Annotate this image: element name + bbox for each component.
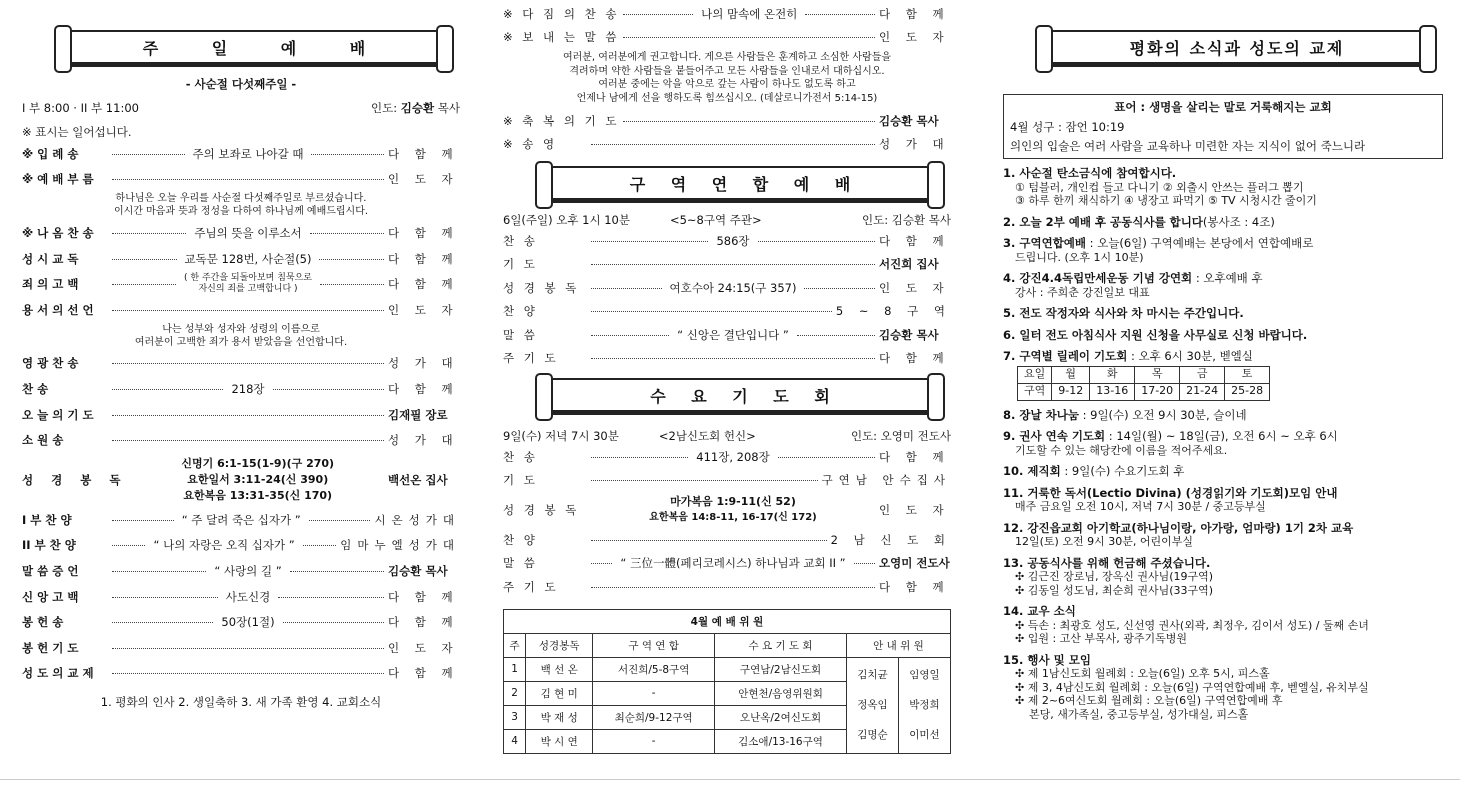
order-label: 말 씀 (503, 556, 538, 571)
committee-cell: 서진희/5-8구역 (593, 657, 715, 681)
dot-leader (112, 570, 206, 572)
order-role: 성 가 대 (388, 356, 459, 371)
order-label: 소 원 송 (22, 433, 64, 448)
order-role: 인 도 자 (388, 172, 459, 187)
order-label: ※ 보 내 는 말 씀 (503, 30, 620, 45)
order-row (22, 246, 460, 272)
dot-leader (623, 13, 693, 15)
committee-cell: 2 (504, 681, 526, 705)
order-role: 다 함 께 (388, 225, 459, 240)
dot-leader (303, 544, 336, 546)
dot-leader (112, 153, 185, 155)
dot-leader (623, 36, 875, 38)
committee-header: 성경봉독 (526, 633, 593, 657)
committee-cell: - (593, 681, 715, 705)
weekday-cell: 월 (1052, 366, 1090, 383)
order-label: 말 씀 (503, 327, 538, 342)
order-row (22, 402, 460, 428)
order-label: ※ 예 배 부 름 (22, 172, 94, 187)
sunday-worship-column (22, 30, 460, 710)
dot-leader (778, 456, 875, 458)
district-cell: 17-20 (1135, 383, 1180, 400)
dot-leader (591, 562, 612, 564)
april-committee-table (503, 609, 951, 754)
district-wednesday-column (503, 2, 951, 754)
district-cell: 13-16 (1090, 383, 1135, 400)
committee-cell: - (593, 729, 715, 753)
dot-leader (591, 456, 688, 458)
order-label: 성 시 교 독 (22, 251, 79, 266)
usher-name: 이미선 (909, 729, 940, 741)
order-role: 김승환 목사 (388, 563, 448, 578)
dot-leader (591, 310, 832, 312)
news-title: 평화의 소식과 성도의 교제 (1129, 38, 1345, 58)
order-row (503, 253, 951, 277)
dot-leader (112, 309, 384, 311)
committee-header: 구 역 연 합 (593, 633, 715, 657)
dot-leader (112, 362, 384, 364)
order-label: 찬 송 (503, 449, 538, 464)
dot-leader (591, 143, 875, 145)
order-item: 나의 맘속에 온전히 (701, 6, 798, 21)
district-worship-title: 구 역 연 합 예 배 (629, 174, 861, 194)
wed-scripture-reader: 인 도 자 (879, 503, 950, 517)
order-row (503, 229, 951, 253)
news-item-10: 10. 제직회 : 9일(수) 수요기도회 후 (1003, 464, 1185, 478)
dot-leader (758, 240, 875, 242)
closing-order (503, 2, 951, 49)
bottom-rule (0, 779, 1460, 780)
order-row (22, 167, 460, 193)
dot-leader (591, 240, 708, 242)
order-item: ( 한 주간을 되돌아보며 침묵으로 자신의 죄를 고백합니다 ) (184, 273, 312, 295)
scripture-passages (127, 456, 388, 504)
order-role: 김재필 장로 (388, 407, 448, 422)
closing-order-2 (503, 109, 951, 156)
order-row (503, 445, 951, 469)
wednesday-order (503, 445, 951, 492)
order-row (22, 661, 460, 687)
order-row (503, 300, 951, 324)
order-label: 오 늘 의 기 도 (22, 407, 94, 422)
dot-leader (112, 414, 384, 416)
dot-leader (591, 479, 818, 481)
committee-cell: 김소애/13-16구역 (715, 729, 847, 753)
order-row (22, 271, 460, 297)
order-row (503, 575, 951, 599)
order-row (22, 635, 460, 661)
wednesday-prayer-banner (543, 378, 937, 412)
scripture-label: 성 경 봉 독 (22, 472, 128, 487)
order-item: “ 신앙은 결단입니다 ” (677, 327, 789, 342)
order-role: 다 함 께 (388, 615, 459, 630)
committee-cell: 김 현 미 (526, 681, 593, 705)
dot-leader (797, 334, 875, 336)
order-role: 김승환 목사 (879, 113, 939, 128)
dot-leader (309, 519, 371, 521)
order-row (503, 109, 951, 133)
dot-leader (112, 283, 176, 285)
order-label: 영 광 찬 송 (22, 356, 79, 371)
relay-prayer-table (1017, 366, 1270, 401)
order-role: 다 함 께 (879, 579, 950, 594)
order-label: 말 씀 증 언 (22, 563, 79, 578)
order-row (503, 2, 951, 26)
usher-cell (898, 657, 950, 753)
order-item: 주님의 뜻을 이루소서 (194, 225, 302, 240)
dot-leader (112, 544, 145, 546)
order-item: “ 三位一體(페리코레시스) 하나님과 교회 II ” (620, 556, 846, 571)
order-item: 218장 (231, 381, 265, 396)
order-label: ※ 나 옴 찬 송 (22, 225, 94, 240)
dot-leader (112, 388, 223, 390)
committee-cell: 박 재 성 (526, 705, 593, 729)
dot-leader (112, 621, 213, 623)
news-item-1: 1. 사순절 탄소금식에 참여합시다. ① 텀블러, 개인컵 들고 다니기 ② 외출시 안쓰는 플러그 뽑기 ③ 하루 한끼 채식하기 ④ 냉장고 파먹기 ⑤ TV 시청시간 줄이기 (1003, 166, 1317, 207)
wed-scripture-label: 성 경 봉 독 (503, 503, 580, 517)
wednesday-info-line (503, 426, 951, 445)
order-list-3 (22, 351, 460, 453)
dot-leader (112, 232, 186, 234)
dot-leader (112, 647, 384, 649)
order-row (22, 427, 460, 453)
scripture-reader: 백선온 집사 (388, 472, 448, 487)
dot-leader (112, 439, 384, 441)
committee-cell: 3 (504, 705, 526, 729)
weekday-cell: 요일 (1018, 366, 1052, 383)
wednesday-time: 9일(수) 저녁 7시 30분 (503, 428, 619, 443)
order-role: 5 ~ 8 구 역 (835, 304, 951, 319)
committee-header: 주 (504, 633, 526, 657)
news-item-15: 15. 행사 및 모임 ✣ 제 1남신도회 월례회 : 오늘(6일) 오후 5시, 피스홀 ✣ 제 3, 4남신도회 월례회 : 오늘(6일) 구역연합예배 후, 벧엘실, 유치부실 ✣ 제 2~6여신도회 월례회 : 오늘(6일) 구역연합예배 후 본당, 새가족실, 중고등부실, 성가대실, 피스홀 (1003, 652, 1369, 721)
worship-time-line (22, 98, 460, 117)
stand-note: ※ 표시는 일어섭니다. (22, 124, 132, 139)
news-item-3: 3. 구역연합예배 : 오늘(6일) 구역예배는 본당에서 연합예배로 드립니다. (오후 1시 10분) (1003, 236, 1314, 264)
leader-title: 목사 (437, 100, 460, 115)
order-item: 586장 (716, 233, 750, 248)
committee-cell: 4 (504, 729, 526, 753)
order-role: 인 도 자 (879, 30, 950, 45)
dot-leader (591, 263, 875, 265)
order-row (22, 609, 460, 635)
order-role: 다 함 께 (388, 251, 459, 266)
usher-name: 정옥임 (857, 699, 888, 711)
wed-scripture-passages (587, 494, 879, 526)
order-role: 다 함 께 (879, 351, 950, 366)
dot-leader (591, 357, 875, 359)
order-row (503, 133, 951, 157)
scripture-reading-row (22, 453, 460, 507)
order-row (503, 323, 951, 347)
wednesday-prayer-title: 수 요 기 도 회 (650, 386, 840, 406)
order-label: 찬 송 (22, 381, 49, 396)
sunday-worship-title: 주 일 예 배 (142, 38, 390, 58)
order-label: 주 기 도 (503, 579, 559, 594)
dot-leader (805, 13, 875, 15)
verse-ref: 4월 성구 : 잠언 10:19 (1010, 120, 1125, 134)
committee-cell: 오난옥/2여신도회 (715, 705, 847, 729)
usher-cell (846, 657, 898, 753)
order-role: 다 함 께 (388, 666, 459, 681)
district-time: 6일(주일) 오후 1시 10분 (503, 212, 630, 227)
dot-leader (591, 586, 875, 588)
order-role: 김승환 목사 (879, 327, 939, 342)
sending-word: 여러분, 여러분에게 권고합니다. 게으른 사람들은 훈계하고 소심한 사람들을 격려하며 약한 사람들을 붙들어주고 모든 사람들을 인내로서 대하십시오. 여러분 중에는 악을 악으로 갚는 사람이 하나도 없도록 하고 언제나 남에게 선을 행하도록 힘쓰십시오. (데살로니가전서 5:14-15) (562, 52, 892, 104)
wednesday-host: <2남신도회 헌신> (658, 428, 756, 443)
motto-box (1003, 94, 1443, 159)
order-list-1 (22, 141, 460, 192)
district-cell: 21-24 (1180, 383, 1225, 400)
order-label: 기 도 (503, 257, 538, 272)
order-label: 봉 헌 기 도 (22, 640, 79, 655)
order-role: 다 함 께 (879, 6, 950, 21)
district-order (503, 229, 951, 370)
usher-name: 임영일 (909, 669, 940, 681)
order-role: 인 도 자 (388, 640, 459, 655)
order-role: 다 함 께 (879, 449, 950, 464)
order-label: 주 기 도 (503, 351, 559, 366)
scripture-passage: 요한일서 3:11-24(신 390) (187, 472, 329, 486)
news-item-11: 11. 거룩한 독서(Lectio Divina) (성경읽기와 기도회)모임 안내 매주 금요일 오전 10시, 저녁 7시 30분 / 중고등부실 (1003, 485, 1338, 513)
call-note: 하나님은 오늘 우리를 사순절 다섯째주일로 부르셨습니다. 이시간 마음과 뜻과 정성을 다하여 하나님께 예배드립시다. (113, 193, 369, 218)
wednesday-leader: 인도: 오영미 전도사 (850, 428, 951, 443)
news-item-8: 8. 장날 차나눔 : 9일(수) 오전 9시 30분, 슬이네 (1003, 407, 1247, 422)
district-host: <5~8구역 주관> (669, 212, 762, 227)
order-role: 오영미 전도사 (879, 556, 950, 571)
usher-name: 박정희 (909, 699, 940, 711)
weekday-cell: 목 (1135, 366, 1180, 383)
committee-cell: 백 선 온 (526, 657, 593, 681)
order-row (22, 297, 460, 323)
news-item-14: 14. 교우 소식 ✣ 득손 : 최광호 성도, 신선영 권사(외곽, 최정우, 김이서 성도) / 둘째 손녀 ✣ 입원 : 고산 부목사, 광주기독병원 (1003, 604, 1369, 645)
order-row (503, 528, 951, 552)
dot-leader (112, 258, 177, 260)
order-role: 다 함 께 (388, 146, 459, 161)
order-item: 50장(1절) (221, 615, 275, 630)
wednesday-order-2 (503, 528, 951, 599)
wed-scripture-passage: 마가복음 1:9-11(신 52) (670, 495, 796, 508)
scripture-passage: 신명기 6:1-15(1-9)(구 270) (181, 456, 335, 470)
pardon-note: 나는 성부와 성자와 성령의 이름으로 여러분이 고백한 죄가 용서 받았음을 선언합니다. (134, 323, 348, 348)
order-item: “ 사랑의 길 ” (214, 563, 282, 578)
weekday-cell: 화 (1090, 366, 1135, 383)
committee-cell: 1 (504, 657, 526, 681)
dot-leader (623, 120, 875, 122)
order-label: 신 앙 고 백 (22, 589, 79, 604)
district-cell: 25-28 (1225, 383, 1270, 400)
dot-leader (591, 287, 662, 289)
verse-text: 의인의 입술은 여러 사람을 교육하나 미련한 자는 지식이 없어 죽느니라 (1010, 139, 1366, 153)
order-row (22, 351, 460, 377)
district-cell: 9-12 (1052, 383, 1090, 400)
dot-leader (311, 153, 384, 155)
order-label: ※ 다 짐 의 찬 송 (503, 6, 620, 21)
committee-header: 수 요 기 도 회 (715, 633, 847, 657)
order-item: 교독문 128번, 사순절(5) (184, 251, 312, 266)
dot-leader (319, 258, 384, 260)
order-row (22, 376, 460, 402)
dot-leader (273, 388, 384, 390)
order-row (22, 141, 460, 167)
committee-title: 4월 예 배 위 원 (504, 609, 951, 633)
order-role: 인 도 자 (879, 280, 950, 295)
order-label: 찬 양 (503, 532, 538, 547)
order-role: 구연남 안수집사 (821, 473, 951, 488)
order-row (503, 26, 951, 50)
order-row (22, 507, 460, 533)
order-role: 다 함 께 (388, 381, 459, 396)
committee-cell: 안현천/음영위원회 (715, 681, 847, 705)
dot-leader (591, 539, 827, 541)
order-role: 성 가 대 (879, 137, 950, 152)
dot-leader (804, 287, 875, 289)
order-item: “ 나의 자랑은 오직 십자가 ” (153, 538, 295, 553)
district-cell: 구역 (1018, 383, 1052, 400)
wed-scripture-passage: 요한복음 14:8-11, 16-17(신 172) (649, 512, 817, 523)
order-role: 다 함 께 (388, 589, 459, 604)
leader-label: 인도: (371, 100, 398, 115)
order-role: 다 함 께 (388, 277, 459, 292)
order-label: 죄 의 고 백 (22, 277, 79, 292)
order-role: 시온성가대 (374, 512, 460, 527)
dot-leader (112, 596, 218, 598)
news-item-13: 13. 공동식사를 위해 헌금해 주셨습니다. ✣ 김근진 장로님, 장옥신 권사님(19구역) ✣ 김동일 성도님, 최순희 권사님(33구역) (1003, 555, 1214, 597)
order-row (22, 533, 460, 559)
order-role: 서진희 집사 (879, 257, 939, 272)
wed-scripture-row (503, 492, 951, 528)
news-column (1003, 30, 1443, 721)
dot-leader (283, 621, 384, 623)
order-label: 찬 양 (503, 304, 538, 319)
news-item-5: 5. 전도 작정자와 식사와 차 마시는 주간입니다. (1003, 306, 1244, 320)
order-label: ※ 축 복 의 기 도 (503, 113, 620, 128)
district-info-line (503, 210, 951, 229)
order-row (503, 552, 951, 576)
order-row (22, 584, 460, 610)
news-item-6: 6. 일터 전도 아침식사 지원 신청을 사무실로 신청 바랍니다. (1003, 327, 1308, 342)
order-item: 사도신경 (225, 589, 271, 604)
order-role: 임마누엘성가대 (340, 538, 460, 553)
news-item-2: 2. 오늘 2부 예배 후 공동식사를 합니다(봉사조 : 4조) (1003, 214, 1275, 229)
committee-row (504, 657, 951, 681)
scripture-passage: 요한복음 13:31-35(신 170) (183, 488, 333, 502)
order-item: 주의 보좌로 나아갈 때 (192, 146, 304, 161)
dot-leader (112, 672, 384, 674)
order-label: 성 경 봉 독 (503, 280, 580, 295)
news-item-9: 9. 권사 연속 기도회 : 14일(월) ~ 18일(금), 오전 6시 ~ 오후 6시 기도할 수 있는 해당칸에 이름을 적어주세요. (1003, 429, 1338, 457)
order-label: 성 도 의 교 제 (22, 666, 94, 681)
order-item: 여호수아 24:15(구 357) (669, 280, 797, 295)
leader-name: 김승환 (400, 100, 435, 115)
order-row (503, 347, 951, 371)
order-label: 찬 송 (503, 233, 538, 248)
order-label: ※ 입 례 송 (22, 146, 79, 161)
dot-leader (310, 232, 384, 234)
order-role: 인 도 자 (388, 302, 459, 317)
committee-header: 안 내 위 원 (846, 633, 950, 657)
news-item-4: 4. 강진4.4독립만세운동 기념 강연회 : 오후예배 후 강사 : 주희춘 강진일보 대표 (1003, 271, 1263, 299)
weekday-cell: 금 (1180, 366, 1225, 383)
committee-header-row (504, 633, 951, 657)
news-banner (1043, 30, 1429, 64)
order-role: 성 가 대 (388, 433, 459, 448)
sunday-worship-banner (62, 30, 446, 64)
order-list-4 (22, 507, 460, 686)
worship-time: I 부 8:00 · II 부 11:00 (22, 100, 139, 115)
order-label: I 부 찬 양 (22, 512, 72, 527)
order-row (22, 220, 460, 246)
order-row (22, 558, 460, 584)
order-item: “ 주 달려 죽은 십자가 ” (181, 512, 301, 527)
committee-cell: 박 시 연 (526, 729, 593, 753)
news-item-7: 7. 구역별 릴레이 기도회 : 오후 6시 30분, 벧엘실 요일 월 화 목 금 토 구역 9-12 13-16 17-20 21-24 25-28 (1003, 349, 1443, 401)
committee-cell: 최순희/9-12구역 (593, 705, 715, 729)
district-worship-banner (543, 166, 937, 200)
order-row (503, 276, 951, 300)
order-role: 다 함 께 (879, 233, 950, 248)
committee-body (504, 657, 951, 753)
order-label: 기 도 (503, 473, 538, 488)
order-list-2 (22, 220, 460, 322)
order-role: 2 남 신 도 회 (830, 532, 951, 547)
news-item-12: 12. 강진읍교회 아기학교(하나님이랑, 아가랑, 엄마랑) 1기 2차 교육 12일(토) 오전 9시 30분, 어린이부실 (1003, 520, 1354, 548)
committee-cell: 구연남/2남신도회 (715, 657, 847, 681)
weekday-cell: 토 (1225, 366, 1270, 383)
district-leader: 인도: 김승환 목사 (862, 212, 951, 227)
dot-leader (112, 519, 174, 521)
order-row (503, 469, 951, 493)
order-label: 봉 헌 송 (22, 615, 64, 630)
worship-subtitle: - 사순절 다섯째주일 - (185, 77, 297, 91)
order-item: 411장, 208장 (696, 449, 770, 464)
dot-leader (278, 596, 384, 598)
fellowship-footer: 1. 평화의 인사 2. 생일축하 3. 새 가족 환영 4. 교회소식 (100, 695, 382, 710)
order-label: 용 서 의 선 언 (22, 302, 94, 317)
dot-leader (854, 562, 875, 564)
dot-leader (320, 283, 384, 285)
dot-leader (290, 570, 384, 572)
order-label: II 부 찬 양 (22, 538, 76, 553)
order-label: ※ 송 영 (503, 137, 558, 152)
dot-leader (112, 178, 384, 180)
usher-name: 김명순 (857, 729, 888, 741)
usher-name: 김치균 (857, 669, 888, 681)
motto: 표어 : 생명을 살리는 말로 거룩해지는 교회 (1114, 100, 1332, 114)
dot-leader (591, 334, 669, 336)
